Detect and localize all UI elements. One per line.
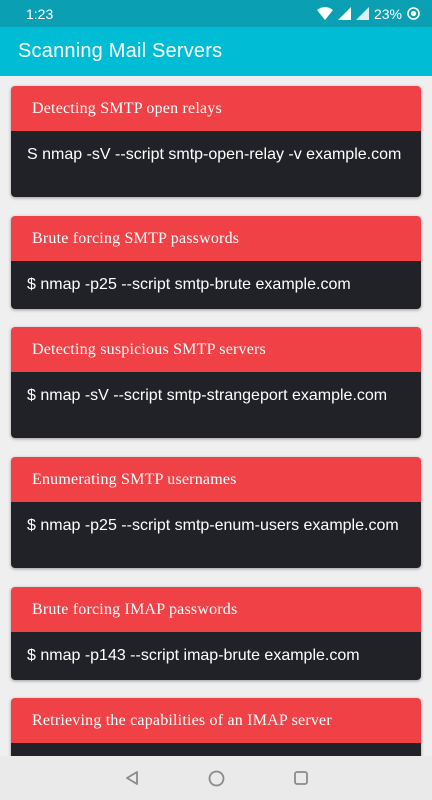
card-title: Brute forcing SMTP passwords <box>11 216 421 261</box>
card-command: $ nmap -p25 --script smtp-brute example.com <box>11 261 421 309</box>
card-smtp-strangeport[interactable] <box>11 327 421 438</box>
card-smtp-open-relays[interactable] <box>11 86 421 197</box>
card-title: Detecting suspicious SMTP servers <box>11 327 421 372</box>
home-icon[interactable] <box>208 770 225 787</box>
card-title: Retrieving the capabilities of an IMAP server <box>11 698 421 743</box>
card-title: Enumerating SMTP usernames <box>11 457 421 502</box>
card-imap-capabilities[interactable] <box>11 698 421 756</box>
card-command: $ nmap -sV --script smtp-strangeport example.com <box>11 372 421 438</box>
card-command: $ nmap -p143 --script imap-brute example.com <box>11 632 421 680</box>
card-title: Detecting SMTP open relays <box>11 86 421 131</box>
navigation-bar <box>0 756 432 800</box>
page-title: Scanning Mail Servers <box>18 40 223 62</box>
card-command: $ nmap -p25 --script smtp-enum-users example.com <box>11 502 421 568</box>
sync-icon <box>407 7 420 20</box>
card-list[interactable] <box>0 76 432 756</box>
card-imap-brute[interactable] <box>11 587 421 680</box>
back-icon[interactable] <box>124 770 140 786</box>
battery-percent: 23% <box>373 5 402 22</box>
signal-icon <box>338 7 351 20</box>
card-command <box>11 743 421 756</box>
wifi-icon <box>317 7 333 20</box>
signal-icon <box>356 7 369 20</box>
recents-icon[interactable] <box>293 770 309 786</box>
app-bar <box>0 27 432 76</box>
status-icons <box>317 6 420 22</box>
status-bar <box>0 0 432 27</box>
status-time: 1:23 <box>26 5 54 22</box>
card-smtp-brute[interactable] <box>11 216 421 309</box>
card-title: Brute forcing IMAP passwords <box>11 587 421 632</box>
card-command: S nmap -sV --script smtp-open-relay -v example.com <box>11 131 421 197</box>
card-smtp-enum-users[interactable] <box>11 457 421 568</box>
